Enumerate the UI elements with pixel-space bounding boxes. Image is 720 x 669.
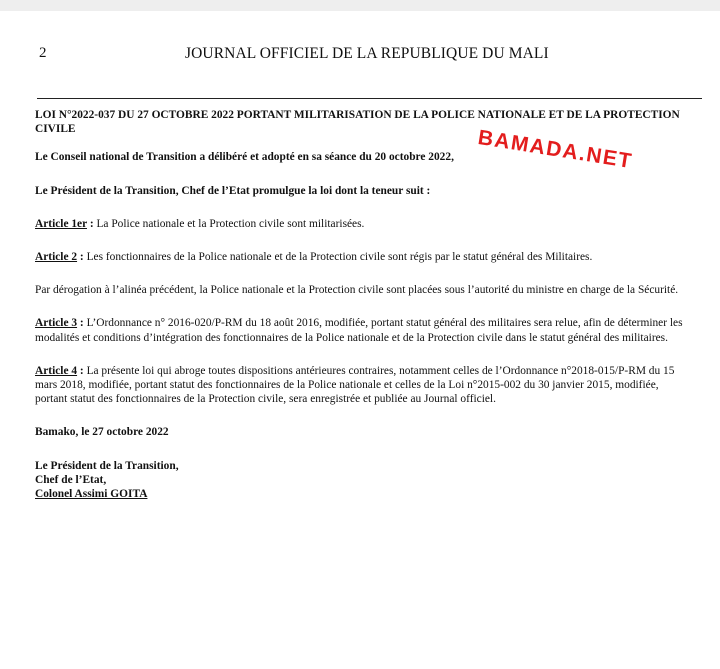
- article-3: [35, 316, 692, 344]
- header-divider: [37, 98, 702, 99]
- page-number: 2: [39, 45, 47, 61]
- article-4-text: La présente loi qui abroge toutes dispositions antérieures contraires, notamment celles de l’Ordonnance n°2018-015/P-RM du 15 mars 2018, modifiée, portant statut des fonctionnaires de la Police nationale et celles de la Loi n°2015-002 du 30 janvier 2015, modifiée, portant statut des fonctionnaires de la Protection civile, sera enregistrée et publiée au Journal officiel.: [35, 364, 675, 406]
- law-title: LOI N°2022-037 DU 27 OCTOBRE 2022 PORTANT MILITARISATION DE LA POLICE NATIONALE ET DE LA PROTECTION CIVILE: [35, 109, 680, 136]
- signatory-office: Chef de l’Etat,: [35, 473, 107, 486]
- article-3-text: L’Ordonnance n° 2016-020/P-RM du 18 août 2016, modifiée, portant statut général des militaires sera relue, afin de déterminer les modalités et conditions d’intégration des fonctionnaires de la Police nationale et de la Protection civile dans le statut général des militaires.: [35, 317, 683, 344]
- article-2-text: Les fonctionnaires de la Police nationale et de la Protection civile sont régis par le statut général des Militaires.: [86, 251, 593, 264]
- place-date: Bamako, le 27 octobre 2022: [35, 426, 169, 439]
- top-bar: [0, 0, 720, 11]
- article-4-label: Article 4: [35, 364, 78, 377]
- article-4: [35, 364, 692, 407]
- watermark-logo: BAMADA.NET: [476, 126, 635, 174]
- article-2-label: Article 2: [35, 251, 78, 264]
- signatory-title: Le Président de la Transition,: [35, 459, 179, 472]
- signatory-name: Colonel Assimi GOITA: [35, 488, 148, 501]
- journal-header: [39, 45, 681, 67]
- article-2-paragraph-2: Par dérogation à l’alinéa précédent, la Police nationale et la Protection civile sont placées sous l’autorité du ministre en charge de la Sécurité.: [35, 284, 679, 297]
- article-1: [35, 217, 692, 231]
- article-3-separator: :: [77, 317, 87, 330]
- promulgation-text: Le Président de la Transition, Chef de l’Etat promulgue la loi dont la teneur suit :: [35, 184, 431, 197]
- signature-block: [35, 459, 692, 502]
- article-1-label: Article 1er: [35, 217, 87, 230]
- article-1-text: La Police nationale et la Protection civile sont militarisées.: [96, 217, 365, 230]
- article-1-separator: :: [86, 217, 97, 230]
- article-3-label: Article 3: [35, 317, 78, 330]
- article-4-separator: :: [77, 364, 87, 377]
- document-page: [0, 11, 720, 669]
- article-2-separator: :: [77, 251, 87, 264]
- article-2: [35, 250, 692, 264]
- deliberation-text: Le Conseil national de Transition a délibéré et adopté en sa séance du 20 octobre 2022,: [35, 151, 454, 164]
- journal-title: JOURNAL OFFICIEL DE LA REPUBLIQUE DU MALI: [185, 45, 549, 62]
